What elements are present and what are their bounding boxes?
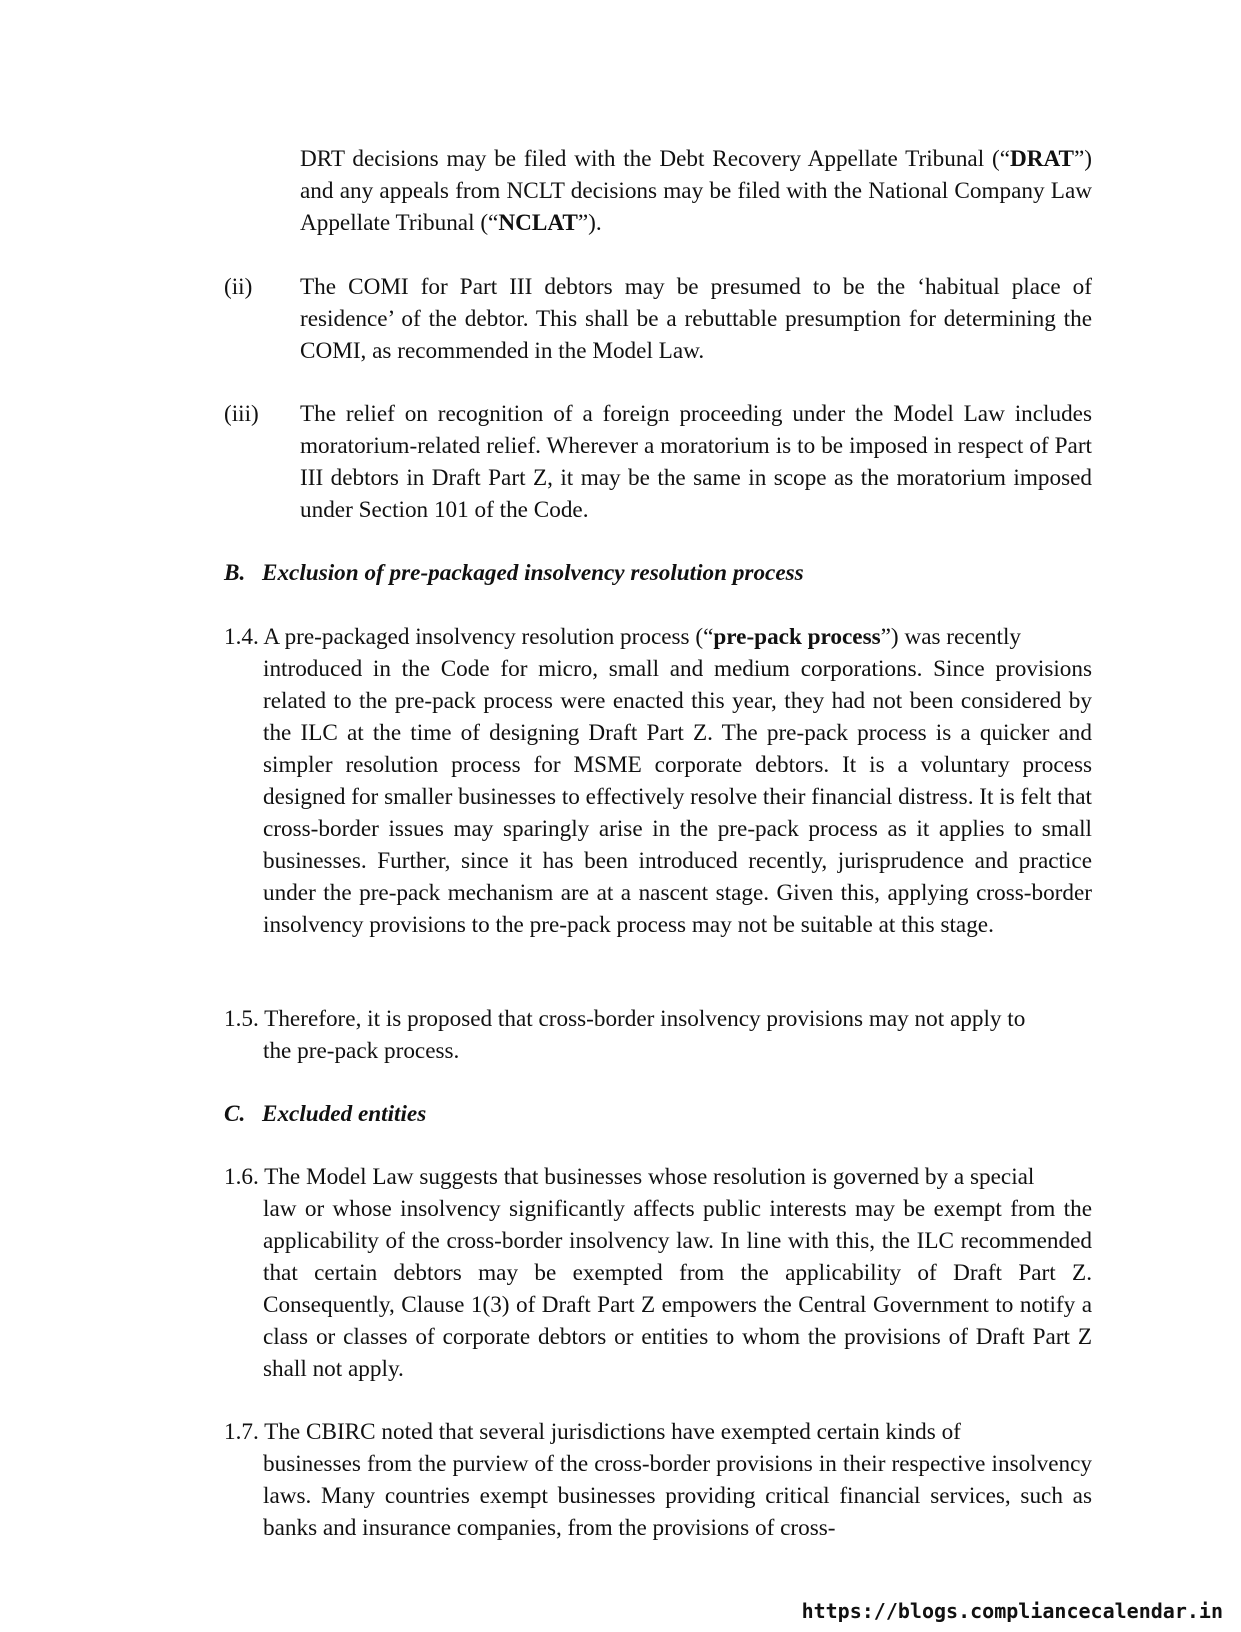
paragraph-number: 1.7.	[224, 1419, 259, 1445]
paragraph-number: 1.4.	[224, 624, 259, 650]
paragraph-1-4-text-2: ”) was recently	[880, 624, 1021, 650]
continuation-paragraph	[300, 143, 1092, 239]
section-letter-c: C.	[224, 1101, 246, 1127]
paragraph-1-7-first-line	[224, 1416, 1092, 1448]
paragraph-1-5-first-line	[224, 1003, 1092, 1035]
continuation-text-2: ”) and any appeals from NCLT decisions may be filed with the National Company Law Appellate Tribunal (“	[300, 146, 1092, 236]
section-heading-c	[224, 1098, 426, 1130]
continuation-text-1: DRT decisions may be filed with the Debt Recovery Appellate Tribunal (“	[300, 146, 1010, 172]
paragraph-1-7-text: businesses from the purview of the cross-border provisions in their respective insolvency laws. Many countries exempt businesses providing critical financial services, such as banks and insurance companies, from the provisions of cross-	[263, 1451, 1092, 1541]
footer-url-watermark: https://blogs.compliancecalendar.in	[801, 1599, 1223, 1623]
paragraph-number: 1.5.	[224, 1006, 259, 1032]
nclat-term: NCLAT	[498, 210, 578, 236]
section-heading-b	[224, 557, 804, 589]
pre-pack-process-term: pre-pack process	[713, 624, 881, 650]
paragraph-1-6-text: law or whose insolvency significantly affects public interests may be exempt from the applicability of the cross-border insolvency law. In line with this, the ILC recommended that certain debtors may be exempted from the applicability of Draft Part Z. Consequently, Clause 1(3) of Draft Part Z empowers the Central Government to notify a class or classes of corporate debtors or entities to whom the provisions of Draft Part Z shall not apply.	[263, 1196, 1092, 1382]
list-item-iii-text: The relief on recognition of a foreign proceeding under the Model Law includes moratorium-related relief. Wherever a moratorium is to be imposed in respect of Part III debtors in Draft Part Z, it may be the same in scope as the moratorium imposed under Section 101 of the Code.	[300, 401, 1092, 523]
paragraph-number: 1.6.	[224, 1164, 259, 1190]
section-letter-b: B.	[224, 560, 246, 586]
paragraph-1-7-first-text: The CBIRC noted that several jurisdictions have exempted certain kinds of	[264, 1419, 961, 1445]
list-marker-iii: (iii)	[224, 401, 259, 427]
continuation-text-3: ”).	[577, 210, 602, 236]
paragraph-1-4-text-1: A pre-packaged insolvency resolution process (“	[263, 624, 714, 650]
list-item-ii-text: The COMI for Part III debtors may be presumed to be the ‘habitual place of residence’ of the debtor. This shall be a rebuttable presumption for determining the COMI, as recommended in the Model Law.	[300, 274, 1092, 364]
list-marker-ii: (ii)	[224, 274, 253, 300]
paragraph-1-5-first-text: Therefore, it is proposed that cross-border insolvency provisions may not apply to	[264, 1006, 1026, 1032]
paragraph-1-4-first-line	[224, 621, 1092, 653]
paragraph-1-5-text: the pre-pack process.	[263, 1038, 460, 1064]
section-title-b: Exclusion of pre-packaged insolvency resolution process	[262, 560, 804, 586]
paragraph-1-4-text: introduced in the Code for micro, small and medium corporations. Since provisions related to the pre-pack process were enacted this year, they had not been considered by the ILC at the time of designing Draft Part Z. The pre-pack process is a quicker and simpler resolution process for MSME corporate debtors. It is a voluntary process designed for smaller businesses to effectively resolve their financial distress. It is felt that cross-border issues may sparingly arise in the pre-pack process as it applies to small businesses. Further, since it has been introduced recently, jurisprudence and practice under the pre-pack mechanism are at a nascent stage. Given this, applying cross-border insolvency provisions to the pre-pack process may not be suitable at this stage.	[263, 656, 1092, 938]
paragraph-1-6-first-text: The Model Law suggests that businesses whose resolution is governed by a special	[264, 1164, 1035, 1190]
paragraph-1-6-first-line	[224, 1161, 1092, 1193]
drat-term: DRAT	[1010, 146, 1074, 172]
section-title-c: Excluded entities	[262, 1101, 427, 1127]
